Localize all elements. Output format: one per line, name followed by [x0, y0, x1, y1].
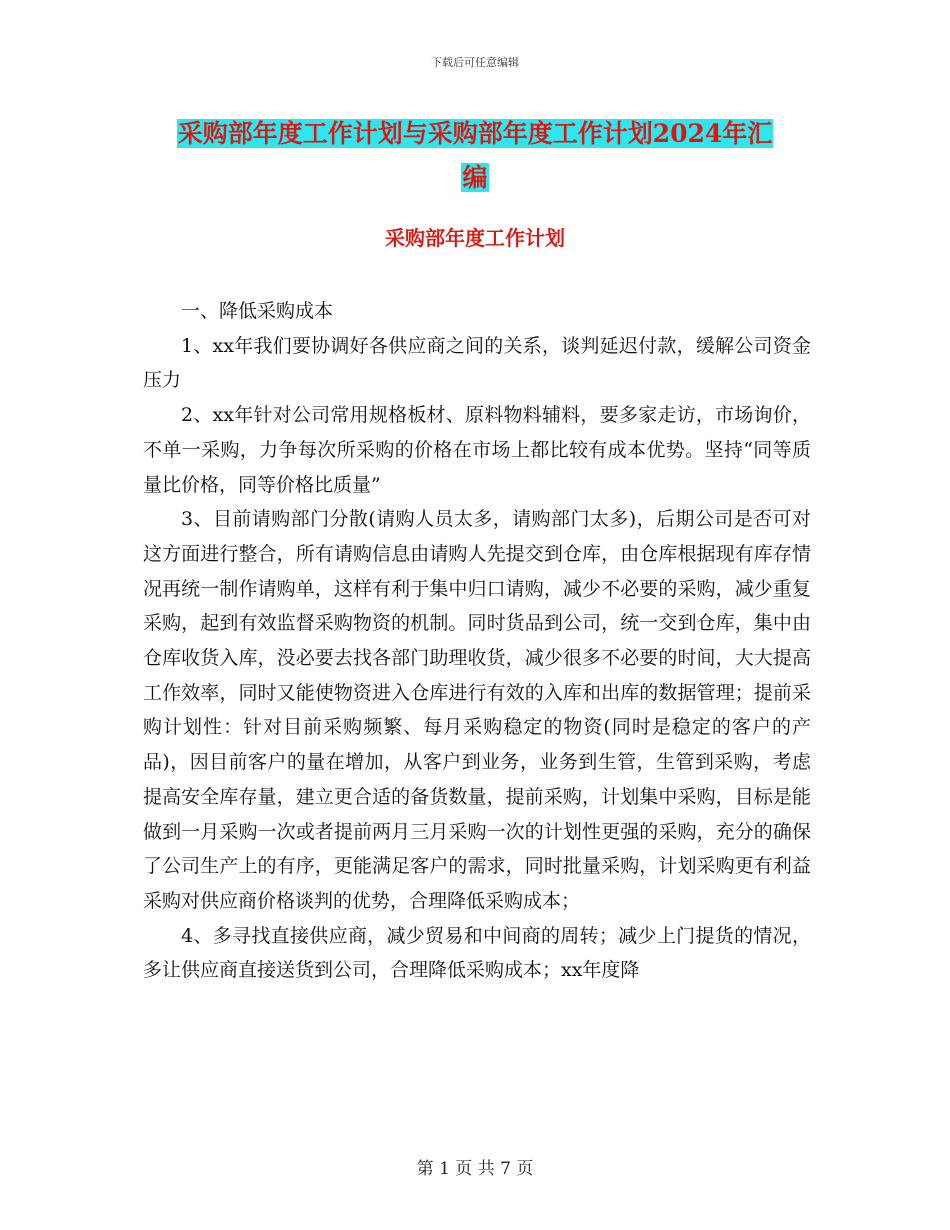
document-title — [0, 112, 950, 200]
page-footer: 第 1 页 共 7 页 — [416, 1159, 534, 1179]
paragraph: 4、多寻找直接供应商，减少贸易和中间商的周转；减少上门提货的情况，多让供应商直接送货到公司，合理降低采购成本；xx年度降 — [143, 924, 811, 982]
page-header-note: 下载后可任意编辑 — [431, 56, 519, 69]
paragraph: 1、xx年我们要协调好各供应商之间的关系，谈判延迟付款，缓解公司资金压力 — [143, 334, 811, 392]
paragraph: 3、目前请购部门分散(请购人员太多，请购部门太多)，后期公司是否可对这方面进行整合，所有请购信息由请购人先提交到仓库，由仓库根据现有库存情况再统一制作请购单，这样有利于集中归口请购，减少不必要的采购，减少重复采购，起到有效监督采购物资的机制。同时货品到公司，统一交到仓库，集中由仓库收货入库，没必要去找各部门助理收货，减少很多不必要的时间，大大提高工作效率，同时又能使物资进入仓库进行有效的入库和出库的数据管理；提前采购计划性：针对目前采购频繁、每月采购稳定的物资(同时是稳定的客户的产品)，因目前客户的量在增加，从客户到业务，业务到生管，生管到采购，考虑提高安全库存量，建立更合适的备货数量，提前采购，计划集中采购，目标是能做到一月采购一次或者提前两月三月采购一次的计划性更强的采购，充分的确保了公司生产上的有序，更能满足客户的需求，同时批量采购，计划采购更有利益采购对供应商价格谈判的优势，合理降低采购成本； — [143, 508, 811, 912]
section-title: 采购部年度工作计划 — [385, 226, 565, 250]
document-title-line-2: 编 — [462, 163, 488, 192]
paragraph: 2、xx年针对公司常用规格板材、原料物料辅料，要多家走访，市场询价，不单一采购，力争每次所采购的价格在市场上都比较有成本优势。坚持“同等质量比价格，同等价格比质量” — [143, 404, 811, 496]
document-body — [143, 294, 811, 988]
document-title-line-1: 采购部年度工作计划与采购部年度工作计划2024年汇 — [177, 119, 773, 148]
paragraph-heading: 一、降低采购成本 — [181, 300, 334, 322]
